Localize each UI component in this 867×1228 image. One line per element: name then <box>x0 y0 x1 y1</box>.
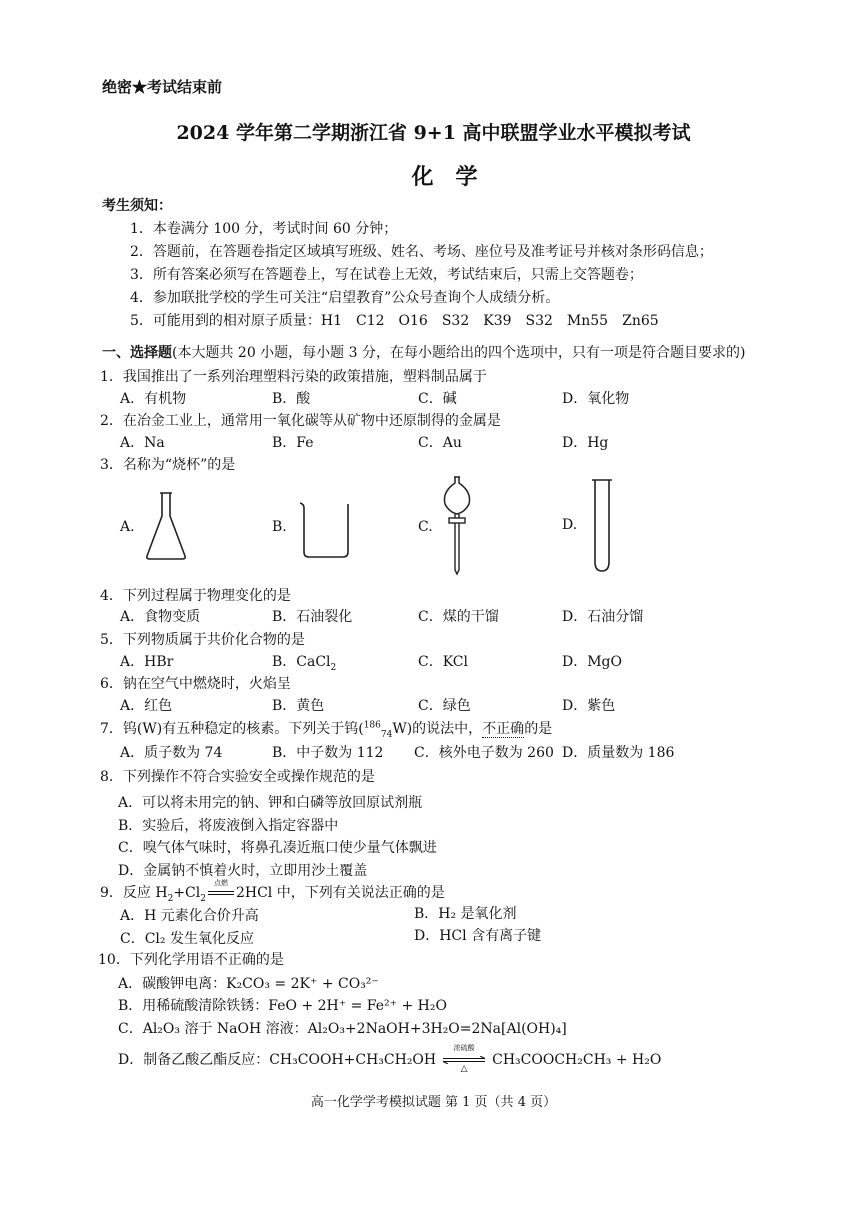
q7-mass-number: 186 <box>363 720 381 731</box>
question-5-stem: 5．下列物质属于共价化合物的是 <box>100 632 305 648</box>
question-7-stem <box>100 718 552 740</box>
notice-item: 4．参加联批学校的学生可关注“启望教育”公众号查询个人成绩分析。 <box>130 290 560 306</box>
question-3-stem: 3．名称为“烧杯”的是 <box>100 457 236 473</box>
notice-item: 1．本卷满分 100 分，考试时间 60 分钟； <box>130 221 398 237</box>
separatory-funnel-icon <box>440 474 474 578</box>
question-6-stem: 6．钠在空气中燃烧时，火焰呈 <box>100 676 291 692</box>
q2-option-c: C．Au <box>418 435 462 451</box>
notice-heading: 考生须知： <box>102 198 172 214</box>
q9-option-b: B．H₂ 是氧化剂 <box>414 906 517 922</box>
q7-option-a: A．质子数为 74 <box>120 745 223 761</box>
q7-stem-end: 的是 <box>524 721 553 737</box>
q8-option-b: B．实验后，将废液倒入指定容器中 <box>118 818 339 834</box>
q6-option-c: C．绿色 <box>418 698 471 714</box>
beaker-icon <box>298 500 354 560</box>
question-9-stem: 9．反应 $H_2+Cl_2$ 点燃 2HCl 中，下列有关说法正确的是 <box>100 879 445 904</box>
q9-option-a: A．H 元素化合价升高 <box>120 908 259 924</box>
q4-option-a: A．食物变质 <box>120 609 201 625</box>
q9-condition: 点燃 <box>213 879 228 887</box>
q7-option-c: C．核外电子数为 260 <box>414 745 554 761</box>
q6-option-a: A．红色 <box>120 698 173 714</box>
q2-option-d: D．Hg <box>562 435 609 451</box>
q3-option-c: C. <box>418 519 433 535</box>
q10-option-d <box>118 1044 662 1074</box>
section-label: 一、选择题 <box>102 345 172 361</box>
q10-option-d-reactants: D．制备乙酸乙酯反应：CH₃COOH+CH₃CH₂OH <box>118 1052 437 1068</box>
q7-option-d: D．质量数为 186 <box>562 745 675 761</box>
q5-option-a: A．HBr <box>120 654 174 670</box>
q9-stem-start: 9．反应 H <box>100 885 168 901</box>
q3-option-a: A. <box>120 519 135 535</box>
q7-stem-mid: W)的说法中， <box>392 721 483 737</box>
q1-option-d: D．氧化物 <box>562 391 630 407</box>
q10-heat: △ <box>460 1064 468 1074</box>
q6-option-d: D．紫色 <box>562 698 616 714</box>
notice-item: 2．答题前，在答题卷指定区域填写班级、姓名、考场、座位号及准考证号并核对条形码信息； <box>130 244 713 260</box>
subject-title: 化学 <box>411 164 500 190</box>
notice-item: 5．可能用到的相对原子质量：H1 C12 O16 S32 K39 S32 Mn55 Zn65 <box>130 313 659 329</box>
question-10-stem: 10．下列化学用语不正确的是 <box>98 952 284 968</box>
question-8-stem: 8．下列操作不符合实验安全或操作规范的是 <box>100 769 375 785</box>
q5-option-b <box>272 651 336 673</box>
reversible-arrow-icon <box>442 1056 486 1064</box>
q10-option-d-products: CH₃COOCH₂CH₃ + H₂O <box>492 1052 662 1068</box>
exam-title: 2024 学年第二学期浙江省 9+1 高中联盟学业水平模拟考试 <box>176 122 691 144</box>
section-heading <box>102 342 745 362</box>
q5-option-d: D．MgO <box>562 654 622 670</box>
q9-option-c: C．Cl₂ 发生氧化反应 <box>120 931 254 947</box>
q7-emphasis: 不正确 <box>482 721 525 737</box>
q9-stem-mid: +Cl <box>173 885 201 901</box>
q2-option-b: B．Fe <box>272 435 314 451</box>
q4-option-d: D．石油分馏 <box>562 609 644 625</box>
question-1-stem: 1．我国推出了一系列治理塑料污染的政策措施，塑料制品属于 <box>100 369 487 385</box>
q2-option-a: A．Na <box>120 435 165 451</box>
page-footer: 高一化学学考模拟试题 第 1 页（共 4 页） <box>310 1095 557 1110</box>
notice-item: 3．所有答案必须写在答题卷上，写在试卷上无效，考试结束后，只需上交答题卷； <box>130 267 643 283</box>
conical-flask-icon <box>142 490 190 562</box>
q1-option-a: A．有机物 <box>120 391 187 407</box>
q5-option-b-text: B．CaCl <box>272 654 331 670</box>
q4-option-b: B．石油裂化 <box>272 609 353 625</box>
q4-option-c: C．煤的干馏 <box>418 609 499 625</box>
q10-option-c: C．Al₂O₃ 溶于 NaOH 溶液：Al₂O₃+2NaOH+3H₂O=2Na[Al(OH)₄] <box>118 1021 567 1037</box>
q6-option-b: B．黄色 <box>272 698 325 714</box>
q9-reaction-arrow <box>206 879 236 901</box>
question-2-stem: 2．在冶金工业上，通常用一氧化碳等从矿物中还原制得的金属是 <box>100 413 501 429</box>
q3-option-b: B. <box>272 519 287 535</box>
q9-option-d: D．HCl 含有离子键 <box>414 928 542 944</box>
q9-stem-end: 2HCl 中，下列有关说法正确的是 <box>235 885 445 901</box>
section-desc: (本大题共 20 小题，每小题 3 分，在每小题给出的四个选项中，只有一项是符合题目要求的) <box>172 345 746 361</box>
q3-option-d: D. <box>562 517 578 533</box>
q10-reaction-arrow <box>440 1044 488 1074</box>
q8-option-a: A．可以将未用完的钠、钾和白磷等放回原试剂瓶 <box>118 795 423 811</box>
q7-option-b: B．中子数为 112 <box>272 745 384 761</box>
q10-condition: 浓硫酸 <box>453 1044 475 1052</box>
q5-option-b-subscript: 2 <box>330 662 337 673</box>
q8-option-c: C．嗅气体气味时，将鼻孔凑近瓶口使少量气体飘进 <box>118 840 437 856</box>
q7-stem-start: 7．钨(W)有五种稳定的核素。下列关于钨( <box>100 721 364 737</box>
q10-option-a: A．碳酸钾电离：K₂CO₃ = 2K⁺ + CO₃²⁻ <box>118 976 379 992</box>
q7-atomic-number: 74 <box>380 729 393 740</box>
test-tube-icon <box>590 478 614 574</box>
q1-option-b: B．酸 <box>272 391 311 407</box>
q10-option-b: B．用稀硫酸清除铁锈：FeO + 2H⁺ = Fe²⁺ + H₂O <box>118 998 447 1014</box>
secret-label: 绝密★考试结束前 <box>102 78 223 96</box>
question-4-stem: 4．下列过程属于物理变化的是 <box>100 588 291 604</box>
q1-option-c: C．碱 <box>418 391 457 407</box>
q8-option-d: D．金属钠不慎着火时，立即用沙土覆盖 <box>118 863 368 879</box>
q5-option-c: C．KCl <box>418 654 468 670</box>
